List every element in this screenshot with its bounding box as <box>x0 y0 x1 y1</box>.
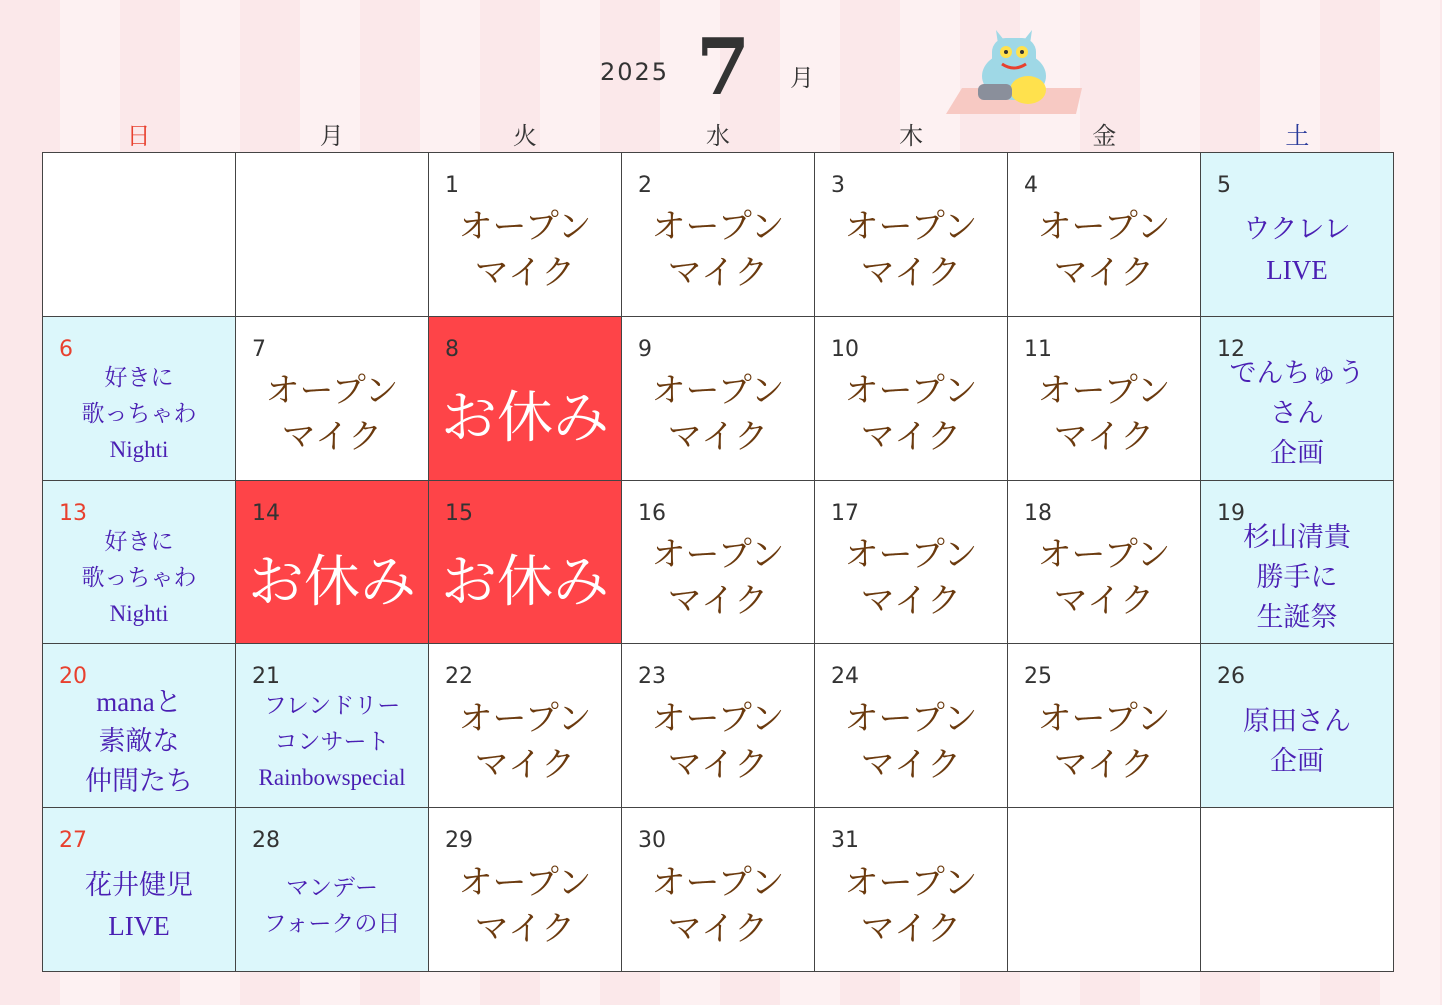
event-label: コンサート <box>274 728 390 755</box>
day-number: 7 <box>252 336 266 362</box>
day-content <box>622 191 814 310</box>
open-mic-label: マイク <box>474 253 576 294</box>
event-label: ウクレレ <box>1243 214 1351 246</box>
day-cell-28 <box>236 808 429 972</box>
event-label: 好きに <box>104 365 174 392</box>
event-label: 企画 <box>1270 745 1324 777</box>
day-cell-8 <box>429 317 622 481</box>
day-number: 8 <box>445 336 459 362</box>
day-content <box>43 682 235 801</box>
day-cell-14 <box>236 481 429 645</box>
closed-label: お休み <box>441 386 609 452</box>
day-content <box>622 519 814 638</box>
day-content <box>1201 519 1393 638</box>
open-mic-label: マイク <box>667 253 769 294</box>
day-number: 23 <box>638 664 666 690</box>
event-label: 生誕祭 <box>1256 602 1338 633</box>
day-content <box>1201 846 1393 965</box>
day-number: 20 <box>59 664 87 690</box>
day-number: 25 <box>1024 664 1052 690</box>
day-cell-12 <box>1201 317 1394 481</box>
day-cell-19 <box>1201 481 1394 645</box>
open-mic-label: オープン <box>651 698 785 739</box>
day-number: 9 <box>638 336 652 362</box>
event-label: 素敵な <box>98 725 180 757</box>
day-content <box>1008 519 1200 638</box>
day-cell-9 <box>622 317 815 481</box>
day-cell-27 <box>43 808 236 972</box>
day-content <box>622 355 814 474</box>
day-content <box>815 519 1007 638</box>
weekday-wed: 水 <box>705 122 730 150</box>
day-number: 22 <box>445 664 473 690</box>
weekday-tue: 火 <box>512 122 537 150</box>
day-cell-3 <box>815 153 1008 317</box>
day-cell-26 <box>1201 644 1394 808</box>
event-label: 歌っちゃわ <box>81 401 197 428</box>
day-cell-16 <box>622 481 815 645</box>
day-content <box>622 846 814 965</box>
closed-label: お休み <box>441 549 609 615</box>
day-content <box>622 682 814 801</box>
open-mic-label: オープン <box>651 862 785 903</box>
empty-day-cell <box>236 153 429 317</box>
day-number: 28 <box>252 828 280 854</box>
open-mic-label: オープン <box>1037 371 1171 412</box>
day-number: 16 <box>638 500 666 526</box>
day-number: 21 <box>252 664 280 690</box>
day-content <box>429 682 621 801</box>
open-mic-label: マイク <box>1053 580 1155 621</box>
event-label: LIVE <box>1266 255 1328 286</box>
day-cell-22 <box>429 644 622 808</box>
event-label: 勝手に <box>1256 562 1338 593</box>
day-content <box>815 846 1007 965</box>
day-cell-5 <box>1201 153 1394 317</box>
day-cell-31 <box>815 808 1008 972</box>
day-content <box>429 191 621 310</box>
open-mic-label: マイク <box>281 417 383 458</box>
event-label: 歌っちゃわ <box>81 564 197 591</box>
event-label: LIVE <box>108 910 170 941</box>
open-mic-label: オープン <box>1037 207 1171 248</box>
open-mic-label: マイク <box>474 744 576 785</box>
open-mic-label: オープン <box>651 371 785 412</box>
event-label: 花井健児 <box>85 869 193 901</box>
month-word: 月 <box>790 64 814 92</box>
day-cell-18 <box>1008 481 1201 645</box>
event-label: 杉山清貴 <box>1243 522 1351 553</box>
event-label: さん <box>1270 398 1324 430</box>
open-mic-label: マイク <box>860 908 962 949</box>
open-mic-label: マイク <box>860 744 962 785</box>
day-number: 19 <box>1217 500 1245 526</box>
event-label: Rainbowspecial <box>258 764 406 790</box>
day-number: 26 <box>1217 664 1245 690</box>
event-label: 原田さん <box>1243 705 1351 737</box>
day-number: 27 <box>59 828 87 854</box>
event-label: 好きに <box>104 528 174 555</box>
day-number: 30 <box>638 828 666 854</box>
day-cell-2 <box>622 153 815 317</box>
event-label: でんちゅう <box>1229 358 1365 390</box>
day-cell-15 <box>429 481 622 645</box>
open-mic-label: マイク <box>1053 253 1155 294</box>
day-content <box>815 191 1007 310</box>
day-content <box>1201 191 1393 310</box>
day-content <box>1201 682 1393 801</box>
day-cell-25 <box>1008 644 1201 808</box>
day-content <box>429 355 621 474</box>
day-cell-24 <box>815 644 1008 808</box>
open-mic-label: オープン <box>458 862 592 903</box>
day-content <box>236 355 428 474</box>
day-content <box>429 519 621 638</box>
day-cell-7 <box>236 317 429 481</box>
day-number: 17 <box>831 500 859 526</box>
day-number: 15 <box>445 500 473 526</box>
month-number: 7 <box>696 22 751 113</box>
empty-day-cell <box>1201 808 1394 972</box>
day-number: 4 <box>1024 173 1038 198</box>
open-mic-label: オープン <box>458 698 592 739</box>
open-mic-label: マイク <box>860 417 962 458</box>
lion-dog-mascot-icon <box>942 18 1082 118</box>
open-mic-label: マイク <box>667 908 769 949</box>
weekday-fri: 金 <box>1092 122 1117 150</box>
day-content <box>236 191 428 310</box>
day-cell-30 <box>622 808 815 972</box>
day-number: 13 <box>59 500 87 526</box>
day-number: 5 <box>1217 173 1231 198</box>
open-mic-label: オープン <box>844 371 978 412</box>
day-number: 11 <box>1024 336 1052 362</box>
calendar-header <box>0 0 1442 113</box>
day-cell-13 <box>43 481 236 645</box>
day-content <box>236 519 428 638</box>
empty-day-cell <box>43 153 236 317</box>
open-mic-label: マイク <box>860 253 962 294</box>
day-number: 14 <box>252 500 280 526</box>
day-cell-4 <box>1008 153 1201 317</box>
event-label: フォークの日 <box>263 910 401 937</box>
open-mic-label: マイク <box>667 417 769 458</box>
day-number: 1 <box>445 173 459 198</box>
weekday-mon: 月 <box>319 122 344 150</box>
day-content <box>1008 355 1200 474</box>
day-number: 2 <box>638 173 652 198</box>
event-label: 企画 <box>1270 438 1324 470</box>
day-cell-11 <box>1008 317 1201 481</box>
day-number: 12 <box>1217 336 1245 362</box>
day-cell-20 <box>43 644 236 808</box>
event-label: フレンドリー <box>263 692 401 719</box>
closed-label: お休み <box>248 549 416 615</box>
open-mic-label: マイク <box>474 908 576 949</box>
day-number: 10 <box>831 336 859 362</box>
weekday-header <box>42 116 1394 150</box>
open-mic-label: オープン <box>265 371 399 412</box>
day-content <box>1008 682 1200 801</box>
day-number: 29 <box>445 828 473 854</box>
day-content <box>429 846 621 965</box>
open-mic-label: オープン <box>651 207 785 248</box>
event-label: manaと <box>96 686 182 717</box>
open-mic-label: オープン <box>844 698 978 739</box>
open-mic-label: オープン <box>844 534 978 575</box>
day-cell-1 <box>429 153 622 317</box>
open-mic-label: オープン <box>1037 698 1171 739</box>
event-label: 仲間たち <box>85 765 193 797</box>
open-mic-label: マイク <box>1053 744 1155 785</box>
open-mic-label: マイク <box>667 580 769 621</box>
open-mic-label: オープン <box>844 207 978 248</box>
open-mic-label: マイク <box>1053 417 1155 458</box>
day-number: 6 <box>59 336 73 362</box>
day-cell-10 <box>815 317 1008 481</box>
day-content <box>236 682 428 801</box>
open-mic-label: マイク <box>860 580 962 621</box>
open-mic-label: オープン <box>1037 534 1171 575</box>
day-cell-29 <box>429 808 622 972</box>
day-number: 18 <box>1024 500 1052 526</box>
day-number: 3 <box>831 173 845 198</box>
day-content <box>43 355 235 474</box>
day-content <box>815 682 1007 801</box>
day-cell-23 <box>622 644 815 808</box>
calendar-grid <box>42 152 1394 972</box>
open-mic-label: オープン <box>458 207 592 248</box>
open-mic-label: マイク <box>667 744 769 785</box>
day-content <box>1008 191 1200 310</box>
weekday-sat: 土 <box>1285 122 1310 150</box>
day-content <box>43 191 235 310</box>
day-content <box>43 519 235 638</box>
day-content <box>815 355 1007 474</box>
event-label: Nighti <box>109 437 169 463</box>
day-cell-6 <box>43 317 236 481</box>
empty-day-cell <box>1008 808 1201 972</box>
open-mic-label: オープン <box>844 862 978 903</box>
year-label: 2025 <box>600 58 670 86</box>
weekday-thu: 木 <box>899 122 924 150</box>
weekday-sun: 日 <box>126 122 151 150</box>
day-cell-17 <box>815 481 1008 645</box>
event-label: マンデー <box>286 874 378 901</box>
day-cell-21 <box>236 644 429 808</box>
day-content <box>43 846 235 965</box>
event-label: Nighti <box>109 600 169 626</box>
day-content <box>1201 355 1393 474</box>
day-content <box>1008 846 1200 965</box>
day-number: 31 <box>831 828 859 854</box>
day-content <box>236 846 428 965</box>
open-mic-label: オープン <box>651 534 785 575</box>
day-number: 24 <box>831 664 859 690</box>
